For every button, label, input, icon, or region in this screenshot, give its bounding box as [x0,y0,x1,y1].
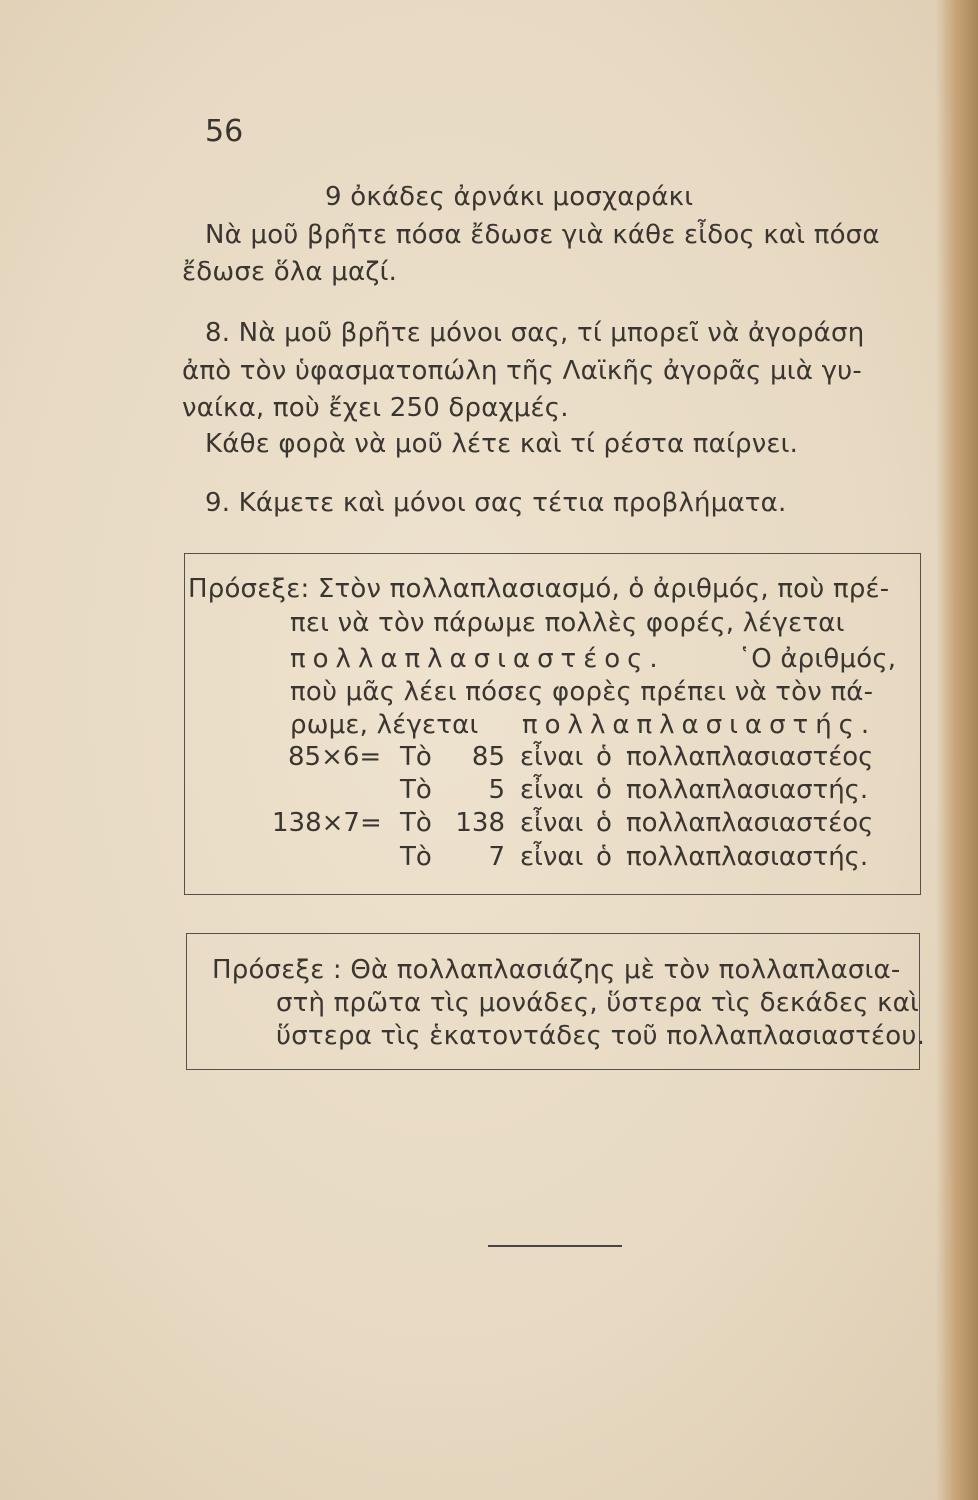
example-term: πολλαπλασιαστέος [626,742,874,772]
exercise-8-line: ἀπὸ τὸν ὑφασματοπώλη τῆς Λαϊκῆς ἀγορᾶς μιὰ γυ- [182,356,862,386]
note1-line: ρωμε, λέγεται [290,710,479,740]
example-def: ὁ [596,742,612,772]
example-expression: 85×6= [288,742,382,772]
note1-term-multiplier: πολλαπλασιαστής. [522,710,877,740]
text-line: 9 ὀκάδες ἀρνάκι μοσχαράκι [325,182,694,212]
example-number: 138 [455,808,505,838]
note1-line: ῾Ο ἀριθμός, [738,644,897,674]
example-article: Τὸ [400,742,432,772]
example-number: 7 [488,842,505,872]
exercise-8-line: Κάθε φορὰ νὰ μοῦ λέτε καὶ τί ρέστα παίρνει. [205,429,799,459]
example-def: ὁ [596,775,612,805]
example-number: 5 [488,775,505,805]
section-divider [488,1245,622,1247]
note1-line: ποὺ μᾶς λέει πόσες φορὲς πρέπει νὰ τὸν πά- [290,677,874,707]
exercise-9: 9. Κάμετε καὶ μόνοι σας τέτια προβλήματα. [205,488,787,518]
note1-line: Πρόσεξε: Στὸν πολλαπλασιασμό, ὁ ἀριθμός, ποὺ πρέ- [188,574,890,604]
example-number: 85 [471,742,505,772]
example-verb: εἶναι [520,742,584,772]
example-article: Τὸ [400,842,432,872]
exercise-8-line: 8. Νὰ μοῦ βρῆτε μόνοι σας, τί μπορεῖ νὰ ἀγοράση [205,318,865,348]
example-term: πολλαπλασιαστέος [626,808,874,838]
example-term: πολλαπλασιαστής. [626,775,869,805]
example-expression: 138×7= [272,808,382,838]
example-def: ὁ [596,842,612,872]
note1-line: πει νὰ τὸν πάρωμε πολλὲς φορές, λέγεται [290,608,845,638]
note1-term-multiplicand: πολλαπλασιαστέος. [290,644,665,674]
note2-line: στὴ πρῶτα τὶς μονάδες, ὕστερα τὶς δεκάδες καὶ [276,988,919,1018]
example-article: Τὸ [400,775,432,805]
example-article: Τὸ [400,808,432,838]
book-spine-shadow [936,0,978,1500]
text-line: Νὰ μοῦ βρῆτε πόσα ἔδωσε γιὰ κάθε εἶδος καὶ πόσα [205,220,880,250]
example-def: ὁ [596,808,612,838]
example-term: πολλαπλασιαστής. [626,842,869,872]
note2-line: Πρόσεξε : Θὰ πολλαπλασιάζης μὲ τὸν πολλαπλασια- [212,955,901,985]
example-verb: εἶναι [520,775,584,805]
page-number: 56 [205,114,244,149]
text-line: ἔδωσε ὅλα μαζί. [182,257,398,287]
note2-line: ὕστερα τὶς ἑκατοντάδες τοῦ πολλαπλασιαστέου. [276,1021,926,1051]
exercise-8-line: ναίκα, ποὺ ἔχει 250 δραχμές. [182,393,569,423]
example-verb: εἶναι [520,808,584,838]
example-verb: εἶναι [520,842,584,872]
